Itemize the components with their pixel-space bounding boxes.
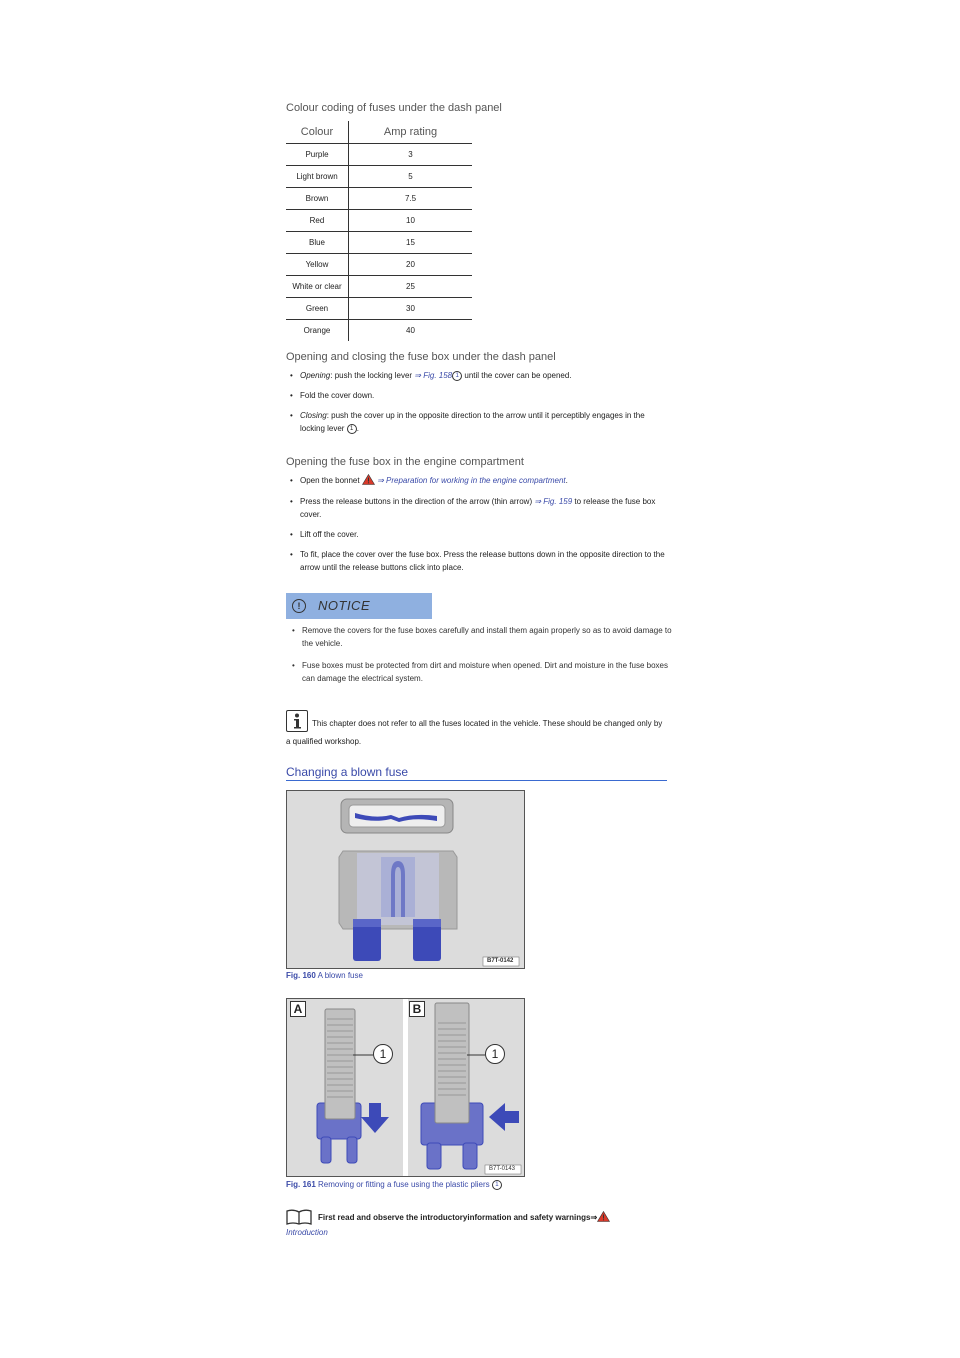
fig160-text: A blown fuse [315,971,363,980]
cell-amp: 40 [406,326,415,335]
dash-panel-title: Opening and closing the fuse box under the dash panel [286,351,556,363]
cell-colour: Blue [286,232,349,254]
cell-amp: 10 [349,210,473,232]
info-text: This chapter does not refer to all the fuses located in the vehicle. These should be changed only by a qualified workshop. [286,719,663,746]
panel-a-label: A [290,1001,306,1017]
bullet-text: To fit, place the cover over the fuse box. Press the release buttons down in the opposite direction to the arrow until the release buttons click into place. [300,550,665,572]
bullet-text: . [565,476,568,485]
bullet-text: Open the bonnet [300,476,362,485]
notice-text: Remove the covers for the fuse boxes carefully and install them again properly so as to avoid damage to the vehicle. [302,626,672,648]
cell-colour: White or clear [286,276,349,298]
fig160-caption [286,971,363,980]
bullet-text: : push the locking lever [330,371,415,380]
closing-label: Closing [300,411,327,420]
table-row [286,144,472,166]
cell-colour: Purple [286,144,349,166]
warning-triangle-icon [597,1211,610,1222]
cell-colour: Orange [286,320,349,342]
blown-fuse-illustration [287,791,524,968]
table-row [286,320,472,342]
engine-compartment-title: Opening the fuse box in the engine compartment [286,456,524,468]
cell-amp: 25 [349,276,473,298]
cell-colour: Brown [286,188,349,210]
cell-amp: 3 [349,144,473,166]
fig161-code: B7T-0143 [489,1166,516,1172]
fig160-blown-fuse-image [286,790,525,969]
cell-amp: 7.5 [349,188,473,210]
table-row [286,276,472,298]
fig160-number: Fig. 160 [286,971,316,980]
bullet-text: : push the cover up in the opposite direction to the arrow until it perceptibly engages in the locking lever [300,411,645,433]
fig161-pliers-image [286,998,525,1177]
table-row [286,166,472,188]
pliers-illustration [287,999,524,1176]
fig158-link[interactable]: ⇒ Fig. 158 [414,371,453,380]
fig161-number: Fig. 161 [286,1180,316,1190]
opening-label: Opening [300,371,331,380]
warning-triangle-icon [362,474,375,485]
footer-text [318,1211,610,1222]
cell-colour: Light brown [286,166,349,188]
callout-1: 1 [492,1180,502,1190]
cell-amp: 15 [349,232,473,254]
callout-1-b: 1 [485,1044,505,1064]
fig161-caption [286,1180,502,1190]
panel-b-label: B [409,1001,425,1017]
fig160-code: B7T-0142 [487,958,514,964]
bullet-text: to release the fuse box cover. [300,497,656,519]
bullet-text: Fold the cover down. [300,391,375,400]
fuse-colour-table [286,121,472,341]
cell-amp: 5 [349,166,473,188]
bullet-text: . [356,424,359,433]
engine-prep-link[interactable]: ⇒ Preparation for working in the engine compartment [377,476,566,485]
bullet-text: Lift off the cover. [300,530,359,539]
introduction-link[interactable]: Introduction [286,1228,328,1237]
bullet-text: Press the release buttons in the direction of the arrow (thin arrow) [300,497,535,506]
notice-label: NOTICE [318,598,371,613]
notice-text: Fuse boxes must be protected from dirt and moisture when opened. Dirt and moisture in the fuse boxes can damage the electrical system. [302,661,668,683]
fig159-link[interactable]: ⇒ Fig. 159 [534,497,573,506]
notice-banner [286,593,432,619]
bullet-text: until the cover can be opened. [462,371,572,380]
fig161-text: Removing or fitting a fuse using the plastic pliers [315,1180,492,1190]
cell-colour: Red [286,210,349,232]
table-row [286,254,472,276]
table-header-amp: Amp rating [349,121,473,144]
table-row [286,298,472,320]
table-row [286,188,472,210]
callout-1-a: 1 [373,1044,393,1064]
cell-amp: 20 [349,254,473,276]
callout-1: 1 [347,424,357,434]
exclamation-icon: ! [292,599,306,613]
table-row [286,232,472,254]
fuse-colour-title: Colour coding of fuses under the dash panel [286,102,502,114]
cell-amp: 30 [349,298,473,320]
book-icon [286,1209,312,1225]
callout-1: 1 [452,371,462,381]
cell-colour: Green [286,298,349,320]
table-header-colour: Colour [286,121,349,144]
footer-read-text: First read and observe the introductoryinformation and safety warnings⇒ [318,1213,598,1222]
cell-colour: Yellow [286,254,349,276]
table-row [286,210,472,232]
changing-fuse-title: Changing a blown fuse [286,765,667,781]
